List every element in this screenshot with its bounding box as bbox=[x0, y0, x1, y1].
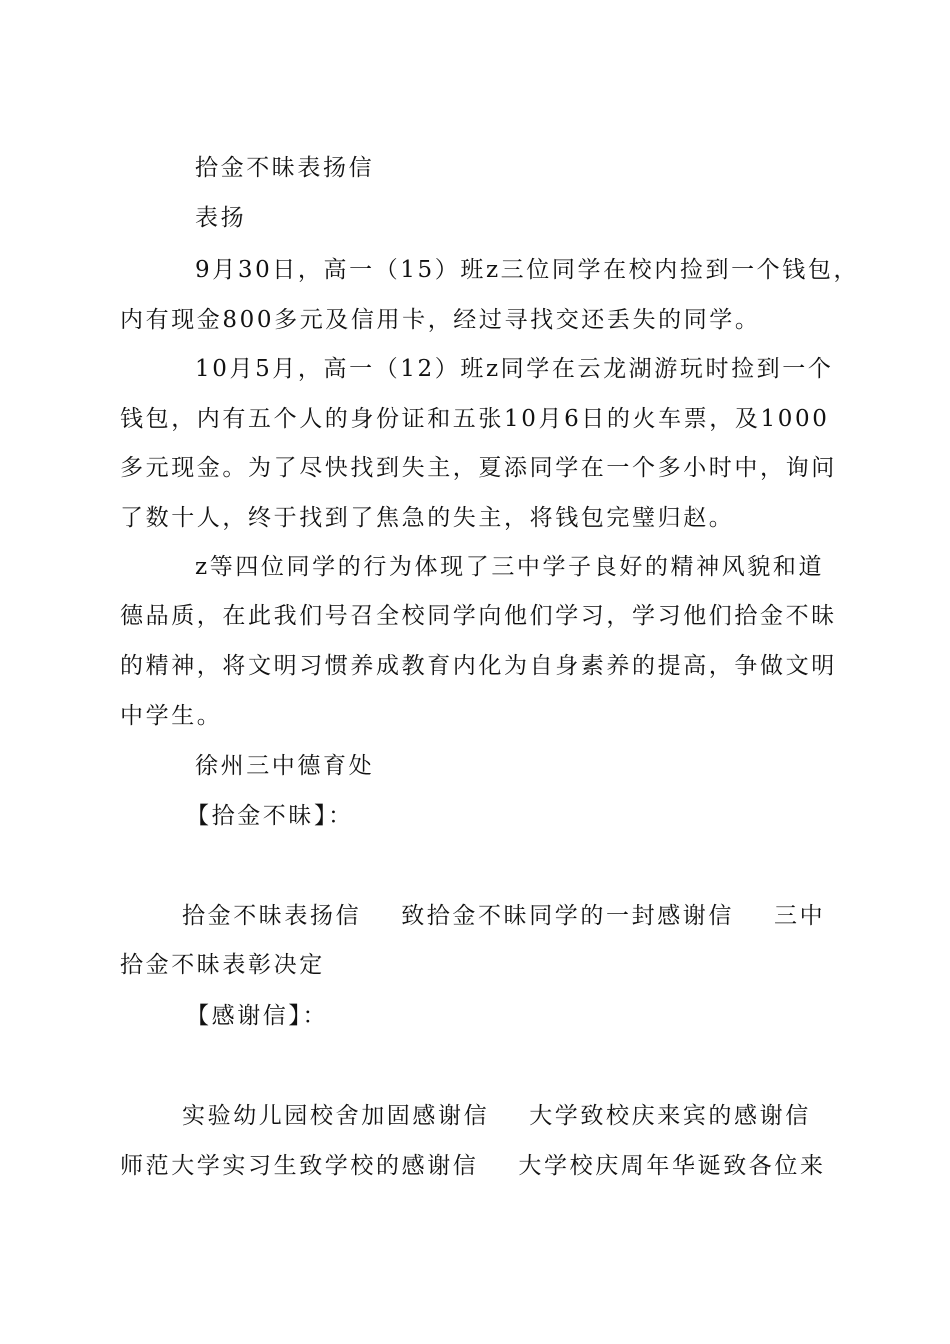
related-link[interactable]: 三中 bbox=[774, 903, 826, 929]
section-heading-lost-found: 【拾金不昧】： bbox=[186, 803, 354, 829]
paragraph-line: 德品质，在此我们号召全校同学向他们学习，学习他们拾金不昧 bbox=[120, 603, 837, 629]
paragraph-line: 钱包，内有五个人的身份证和五张10月6日的火车票，及1000 bbox=[120, 406, 830, 432]
paragraph-line: 9月30日，高一（15）班z三位同学在校内捡到一个钱包， bbox=[195, 257, 860, 283]
related-links-line bbox=[120, 950, 325, 980]
paragraph-line: 中学生。 bbox=[120, 703, 223, 729]
paragraph-line: 的精神，将文明习惯养成教育内化为自身素养的提高，争做文明 bbox=[120, 653, 837, 679]
related-link[interactable]: 致拾金不昧同学的一封感谢信 bbox=[401, 903, 735, 929]
section-heading-thanks: 【感谢信】： bbox=[186, 1003, 329, 1029]
related-link[interactable]: 拾金不昧表彰决定 bbox=[120, 952, 325, 978]
document-subtitle: 表扬 bbox=[195, 205, 247, 231]
paragraph-line: 内有现金800多元及信用卡，经过寻找交还丢失的同学。 bbox=[120, 307, 761, 333]
document-title: 拾金不昧表扬信 bbox=[195, 155, 375, 181]
related-link[interactable]: 师范大学实习生致学校的感谢信 bbox=[120, 1153, 479, 1179]
related-links-line bbox=[182, 1101, 811, 1131]
related-link[interactable]: 拾金不昧表扬信 bbox=[182, 903, 362, 929]
paragraph-line: z等四位同学的行为体现了三中学子良好的精神风貌和道 bbox=[195, 554, 825, 580]
paragraph-line: 了数十人，终于找到了焦急的失主，将钱包完璧归赵。 bbox=[120, 505, 735, 531]
related-link[interactable]: 大学校庆周年华诞致各位来 bbox=[518, 1153, 826, 1179]
related-links-line bbox=[182, 901, 825, 931]
related-link[interactable]: 实验幼儿园校舍加固感谢信 bbox=[182, 1103, 490, 1129]
related-links-line bbox=[120, 1151, 826, 1181]
related-link[interactable]: 大学致校庆来宾的感谢信 bbox=[529, 1103, 811, 1129]
paragraph-line: 10月5月，高一（12）班z同学在云龙湖游玩时捡到一个 bbox=[195, 356, 834, 382]
paragraph-line: 多元现金。为了尽快找到失主，夏添同学在一个多小时中，询问 bbox=[120, 455, 837, 481]
signature: 徐州三中德育处 bbox=[195, 753, 375, 779]
